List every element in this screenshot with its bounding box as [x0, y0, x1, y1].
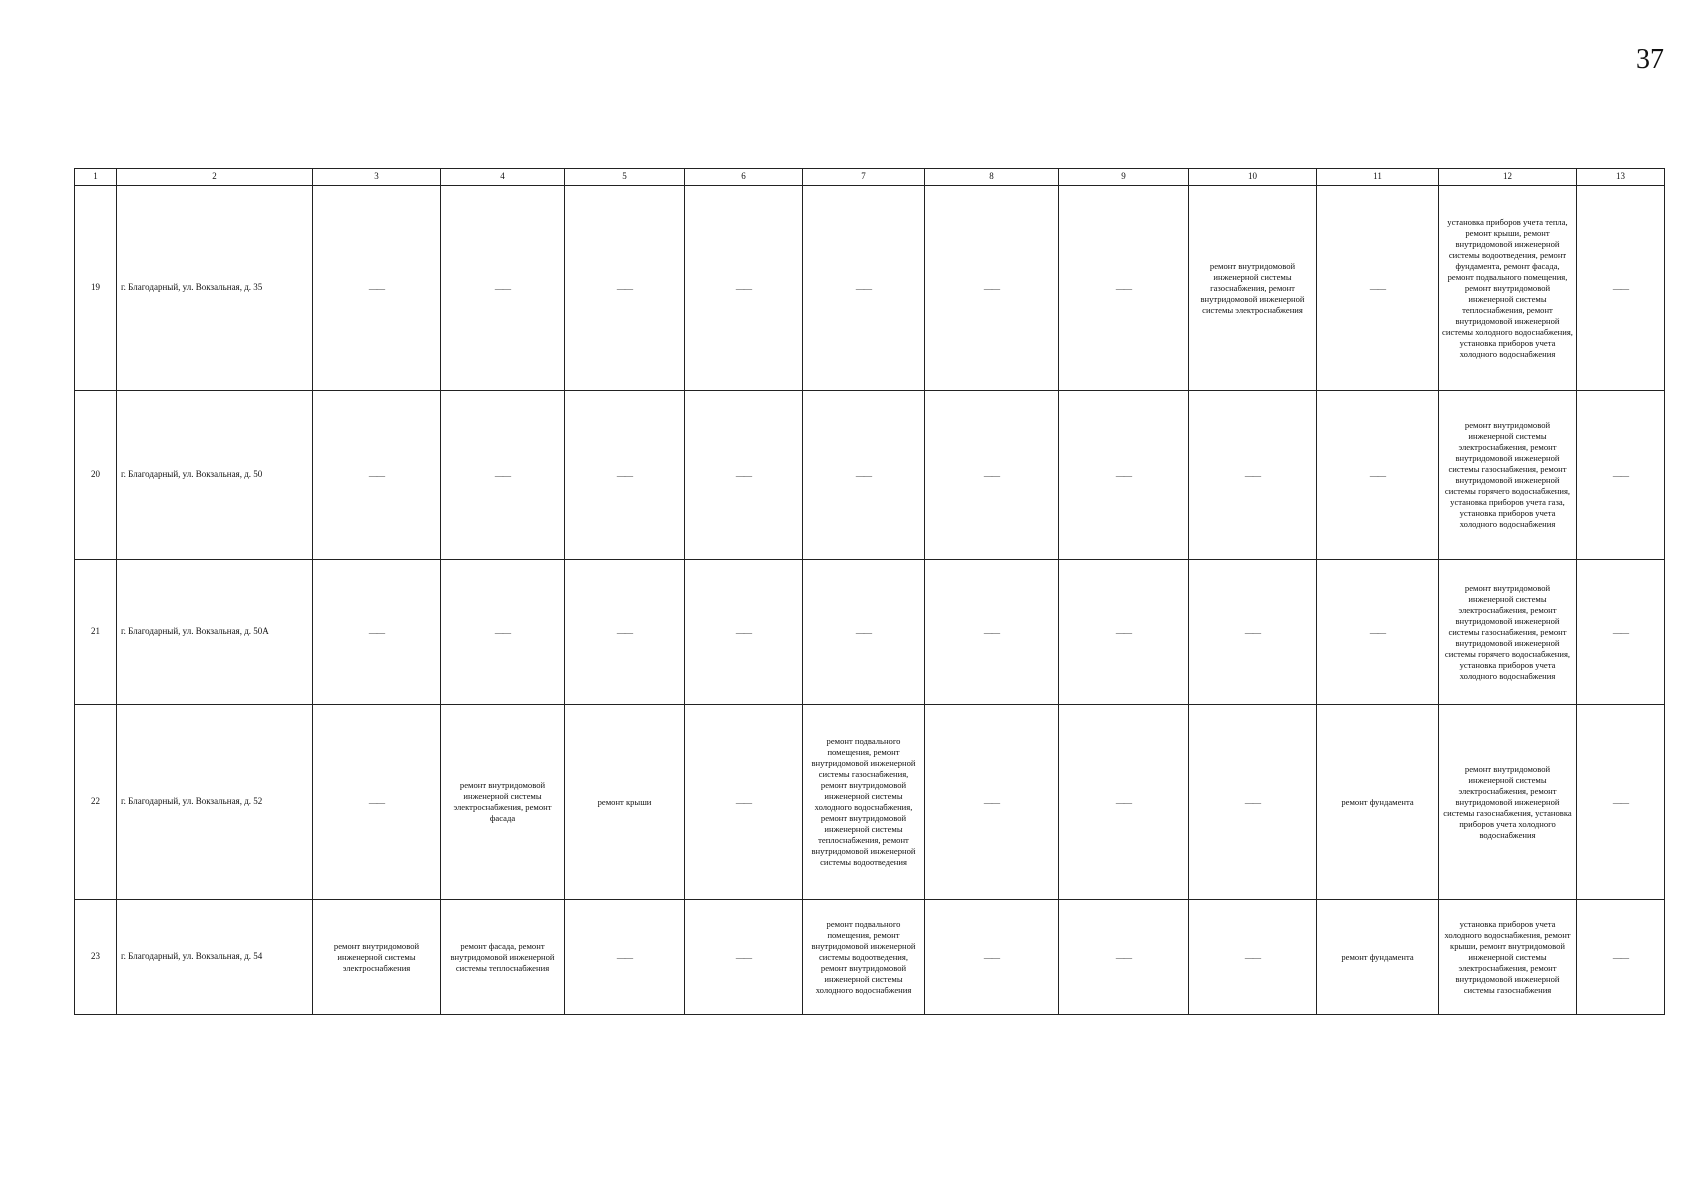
table-cell: ——: [1317, 560, 1439, 705]
table-cell: ——: [1317, 391, 1439, 560]
column-header: 8: [925, 169, 1059, 186]
table-header: [75, 169, 1665, 186]
table-cell: ——: [685, 186, 803, 391]
table-cell: ——: [441, 186, 565, 391]
column-header: 6: [685, 169, 803, 186]
table-cell: ——: [1189, 705, 1317, 900]
table-cell: ремонт внутридомовой инженерной системы электроснабжения, ремонт внутридомовой инженерной системы газоснабжения, ремонт внутридомовой инженерной системы горячего водоснабжения, установка приборов учета холодного водоснабжения: [1439, 560, 1577, 705]
table-cell: ——: [1577, 560, 1665, 705]
table-cell: ——: [565, 391, 685, 560]
column-header: 9: [1059, 169, 1189, 186]
table-cell: ——: [1059, 391, 1189, 560]
table-cell: ——: [685, 391, 803, 560]
row-number: 19: [75, 186, 117, 391]
column-header: 1: [75, 169, 117, 186]
table-cell: ремонт внутридомовой инженерной системы электроснабжения, ремонт внутридомовой инженерной системы газоснабжения, ремонт внутридомовой инженерной системы горячего водоснабжения, установка приборов учета газа, установка приборов учета холодного водоснабжения: [1439, 391, 1577, 560]
table-cell: ——: [1189, 900, 1317, 1015]
address-cell: г. Благодарный, ул. Вокзальная, д. 54: [117, 900, 313, 1015]
table-cell: ремонт крыши: [565, 705, 685, 900]
column-number-row: [75, 169, 1665, 186]
column-header: 4: [441, 169, 565, 186]
column-header: 7: [803, 169, 925, 186]
table-row: [75, 560, 1665, 705]
table-cell: ремонт фундамента: [1317, 705, 1439, 900]
table-cell: ——: [925, 391, 1059, 560]
table-cell: ——: [685, 560, 803, 705]
column-header: 10: [1189, 169, 1317, 186]
table-cell: ——: [1577, 705, 1665, 900]
table-cell: ——: [313, 186, 441, 391]
table-cell: ремонт внутридомовой инженерной системы электроснабжения: [313, 900, 441, 1015]
table-cell: ремонт внутридомовой инженерной системы электроснабжения, ремонт внутридомовой инженерной системы газоснабжения, установка приборов учета холодного водоснабжения: [1439, 705, 1577, 900]
address-cell: г. Благодарный, ул. Вокзальная, д. 50: [117, 391, 313, 560]
table-cell: ——: [313, 391, 441, 560]
table-cell: ремонт внутридомовой инженерной системы электроснабжения, ремонт фасада: [441, 705, 565, 900]
table-cell: ——: [441, 391, 565, 560]
table-cell: ——: [1577, 391, 1665, 560]
table-cell: установка приборов учета холодного водоснабжения, ремонт крыши, ремонт внутридомовой инженерной системы электроснабжения, ремонт внутридомовой инженерной системы газоснабжения: [1439, 900, 1577, 1015]
page-number: 37: [1636, 44, 1664, 75]
address-cell: г. Благодарный, ул. Вокзальная, д. 52: [117, 705, 313, 900]
table-cell: ——: [925, 900, 1059, 1015]
table-cell: ——: [1059, 900, 1189, 1015]
repair-works-table: [74, 168, 1665, 1015]
table-cell: ——: [685, 900, 803, 1015]
column-header: 12: [1439, 169, 1577, 186]
table-row: [75, 705, 1665, 900]
table-cell: ——: [565, 560, 685, 705]
row-number: 22: [75, 705, 117, 900]
table-cell: ——: [1189, 391, 1317, 560]
table-cell: ремонт внутридомовой инженерной системы газоснабжения, ремонт внутридомовой инженерной системы электроснабжения: [1189, 186, 1317, 391]
table-cell: ——: [1577, 900, 1665, 1015]
table-cell: ——: [1189, 560, 1317, 705]
table-cell: ——: [1059, 186, 1189, 391]
table-cell: ——: [1577, 186, 1665, 391]
table-cell: ——: [925, 705, 1059, 900]
table-cell: ——: [1059, 705, 1189, 900]
table-cell: ——: [1059, 560, 1189, 705]
column-header: 11: [1317, 169, 1439, 186]
table-cell: ——: [925, 186, 1059, 391]
row-number: 23: [75, 900, 117, 1015]
table-cell: ——: [925, 560, 1059, 705]
table-row: [75, 900, 1665, 1015]
row-number: 20: [75, 391, 117, 560]
table-row: [75, 186, 1665, 391]
row-number: 21: [75, 560, 117, 705]
column-header: 2: [117, 169, 313, 186]
table-cell: ——: [565, 900, 685, 1015]
table-cell: ——: [803, 560, 925, 705]
table-cell: ——: [565, 186, 685, 391]
table-cell: ремонт фундамента: [1317, 900, 1439, 1015]
address-cell: г. Благодарный, ул. Вокзальная, д. 35: [117, 186, 313, 391]
table-cell: ремонт фасада, ремонт внутридомовой инженерной системы теплоснабжения: [441, 900, 565, 1015]
table-cell: ——: [803, 186, 925, 391]
table-cell: установка приборов учета тепла, ремонт крыши, ремонт внутридомовой инженерной системы водоотведения, ремонт фундамента, ремонт фасада, ремонт подвального помещения, ремонт внутридомовой инженерной системы теплоснабжения, ремонт внутридомовой инженерной системы холодного водоснабжения, установка приборов учета холодного водоснабжения: [1439, 186, 1577, 391]
table-cell: ремонт подвального помещения, ремонт внутридомовой инженерной системы газоснабжения, ремонт внутридомовой инженерной системы холодного водоснабжения, ремонт внутридомовой инженерной системы теплоснабжения, ремонт внутридомовой инженерной системы водоотведения: [803, 705, 925, 900]
table-cell: ——: [1317, 186, 1439, 391]
column-header: 5: [565, 169, 685, 186]
column-header: 13: [1577, 169, 1665, 186]
column-header: 3: [313, 169, 441, 186]
table-cell: ——: [313, 560, 441, 705]
table-cell: ——: [803, 391, 925, 560]
address-cell: г. Благодарный, ул. Вокзальная, д. 50А: [117, 560, 313, 705]
table-cell: ——: [685, 705, 803, 900]
table-cell: ремонт подвального помещения, ремонт внутридомовой инженерной системы водоотведения, ремонт внутридомовой инженерной системы холодного водоснабжения: [803, 900, 925, 1015]
table-row: [75, 391, 1665, 560]
table-cell: ——: [313, 705, 441, 900]
table-cell: ——: [441, 560, 565, 705]
